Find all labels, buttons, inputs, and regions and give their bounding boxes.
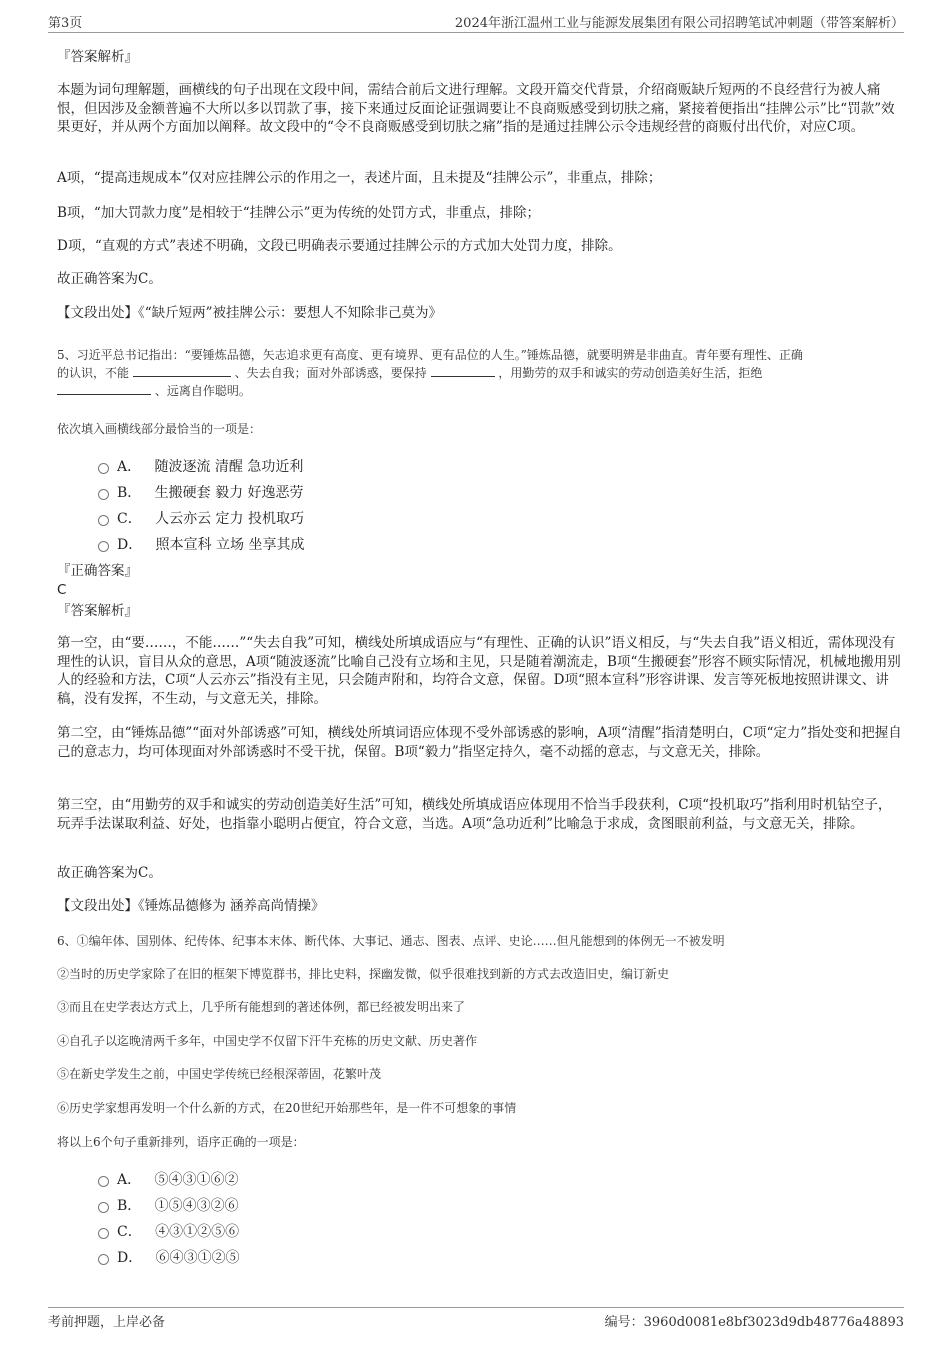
question-prompt: 将以上6个句子重新排列，语序正确的一项是： — [57, 1135, 305, 1149]
footer-slogan: 考前押题，上岸必备 — [48, 1315, 166, 1330]
analysis-paragraph: 第二空，由“锤炼品德”“面对外部诱惑”可知，横线处所填词语应体现不受外部诱惑的影响，A项“清醒”指清楚明白，C项“定力”指处变和把握自己的意志力，均可体现面对外部诱惑时不受干扰，保留。B项“毅力”指坚定持久，毫不动摇的意志，与文意无关，排除。 — [57, 725, 902, 760]
radio-icon[interactable] — [98, 1176, 109, 1187]
radio-icon[interactable] — [98, 1228, 109, 1239]
sentence-3: ③而且在史学表达方式上，几乎所有能想到的著述体例，都已经被发明出来了 — [57, 1000, 466, 1014]
stem-text: ，用勤劳的双手和诚实的劳动创造美好生活，拒绝 — [498, 366, 763, 380]
analysis-label: 『答案解析』 — [57, 49, 138, 65]
analysis-paragraph: 本题为词句理解题，画横线的句子出现在文段中间，需结合前后文进行理解。文段开篇交代背景，介绍商贩缺斤短两的不良经营行为被人痛恨，但因涉及金额普遍不大所以多以罚款了事，接下来通过反面论证强调要让不良商贩感受到切肤之痛，紧接着便指出“挂牌公示”比“罚款”效果更好，并从两个方面加以阐释。故文段中的“令不良商贩感受到切肤之痛”指的是通过挂牌公示令违规经营的商贩付出代价，对应C项。 — [57, 82, 895, 135]
option-text: 生搬硬套 毅力 好逸恶劳 — [154, 485, 304, 501]
option-b[interactable] — [98, 1195, 239, 1215]
source-citation: 【文段出处】《锤炼品德修为 涵养高尚情操》 — [57, 898, 325, 914]
sentence-6: ⑥历史学家想再发明一个什么新的方式，在20世纪开始那些年，是一件不可想象的事情 — [57, 1101, 517, 1115]
page-footer — [48, 1307, 904, 1330]
option-a[interactable] — [98, 1169, 238, 1189]
option-d[interactable] — [98, 534, 305, 554]
option-a[interactable] — [98, 456, 303, 476]
fill-blank — [431, 364, 495, 377]
option-c[interactable] — [98, 508, 304, 528]
option-key: D． — [117, 1250, 143, 1266]
radio-icon[interactable] — [98, 1202, 109, 1213]
sentence-1: 6、①编年体、国别体、纪传体、纪事本末体、断代体、大事记、通志、图表、点评、史论……但凡能想到的体例无一不被发明 — [57, 934, 725, 948]
analysis-label: 『答案解析』 — [57, 603, 138, 619]
option-key: A． — [117, 459, 142, 475]
option-key: C． — [117, 511, 142, 527]
source-citation: 【文段出处】《“缺斤短两”被挂牌公示：要想人不知除非己莫为》 — [57, 305, 443, 321]
question-prompt: 依次填入画横线部分最恰当的一项是： — [57, 422, 262, 436]
analysis-paragraph: 第一空，由“要……，不能……”“失去自我”可知，横线处所填成语应与“有理性、正确的认识”语义相反，与“失去自我”语义相近，需体现没有理性的认识，盲目从众的意思，A项“随波逐流”比喻自己没有立场和主见，只是随着潮流走，B项“生搬硬套”形容不顾实际情况，机械地搬用别人的经验和方法，C项“人云亦云”指没有主见，只会随声附和，均符合文意，保留。D项“照本宣科”形容讲课、发言等死板地按照讲课文、讲稿，没有发挥，不生动，与文意无关，排除。 — [57, 635, 901, 707]
option-key: C． — [117, 1224, 142, 1240]
option-text: ⑤④③①⑥② — [154, 1172, 239, 1188]
page-header — [48, 10, 904, 33]
document-code: 编号：3960d0081e8bf3023d9db48776a48893 — [604, 1315, 904, 1330]
sentence-4: ④自孔子以迄晚清两千多年，中国史学不仅留下汗牛充栋的历史文献、历史著作 — [57, 1034, 478, 1048]
fill-blank — [57, 382, 151, 395]
radio-icon[interactable] — [98, 489, 109, 500]
option-d-explanation: D项，“直观的方式”表述不明确，文段已明确表示要通过挂牌公示的方式加大处罚力度，排除。 — [57, 238, 622, 254]
question-stem-line: 5、习近平总书记指出：“要锤炼品德，矢志追求更有高度、更有境界、更有品位的人生。”锤炼品德，就要明辨是非曲直。青年要有理性、正确 — [57, 348, 803, 362]
radio-icon[interactable] — [98, 515, 109, 526]
answer-conclusion: 故正确答案为C。 — [57, 271, 162, 287]
stem-text: 、失去自我；面对外部诱惑，要保持 — [234, 366, 427, 380]
answer-label: 『正确答案』 — [57, 563, 138, 579]
question-stem-line — [57, 382, 904, 400]
correct-answer: C — [57, 582, 67, 598]
stem-text: 的认识，不能 — [57, 366, 130, 380]
option-key: A． — [117, 1172, 142, 1188]
question-stem — [57, 346, 904, 400]
option-text: 随波逐流 清醒 急功近利 — [154, 459, 304, 475]
question-stem-line — [57, 364, 904, 382]
document-title: 2024年浙江温州工业与能源发展集团有限公司招聘笔试冲刺题（带答案解析） — [454, 16, 904, 31]
sentence-5: ⑤在新史学发生之前，中国史学传统已经根深蒂固，花繁叶茂 — [57, 1067, 382, 1081]
sentence-2: ②当时的历史学家除了在旧的框架下博览群书，排比史料，探幽发微，似乎很难找到新的方式去改造旧史，编订新史 — [57, 967, 670, 981]
option-key: D． — [117, 537, 143, 553]
option-text: 人云亦云 定力 投机取巧 — [155, 511, 304, 527]
radio-icon[interactable] — [98, 463, 109, 474]
option-b-explanation: B项，“加大罚款力度”是相较于“挂牌公示”更为传统的处罚方式，非重点，排除； — [57, 205, 541, 221]
stem-text: 、远离自作聪明。 — [154, 384, 251, 398]
analysis-paragraph: 第三空，由“用勤劳的双手和诚实的劳动创造美好生活”可知，横线处所填成语应体现用不恰当手段获利，C项“投机取巧”指利用时机钻空子，玩弄手法谋取利益、好处，也指靠小聪明占便宜，符合文意，当选。A项“急功近利”比喻急于求成，贪图眼前利益，与文意无关，排除。 — [57, 797, 892, 832]
option-text: ⑥④③①②⑤ — [155, 1250, 240, 1266]
option-text: ①⑤④③②⑥ — [154, 1198, 239, 1214]
option-key: B． — [117, 485, 142, 501]
fill-blank — [133, 364, 231, 377]
option-c[interactable] — [98, 1221, 239, 1241]
option-key: B． — [117, 1198, 142, 1214]
answer-conclusion: 故正确答案为C。 — [57, 865, 162, 881]
radio-icon[interactable] — [98, 541, 109, 552]
option-text: 照本宣科 立场 坐享其成 — [155, 537, 305, 553]
radio-icon[interactable] — [98, 1254, 109, 1265]
option-a-explanation: A项，“提高违规成本”仅对应挂牌公示的作用之一，表述片面，且未提及“挂牌公示”，非重点，排除； — [57, 170, 662, 186]
option-b[interactable] — [98, 482, 304, 502]
option-d[interactable] — [98, 1247, 240, 1267]
option-text: ④③①②⑤⑥ — [155, 1224, 240, 1240]
page-number: 第3页 — [48, 16, 83, 31]
